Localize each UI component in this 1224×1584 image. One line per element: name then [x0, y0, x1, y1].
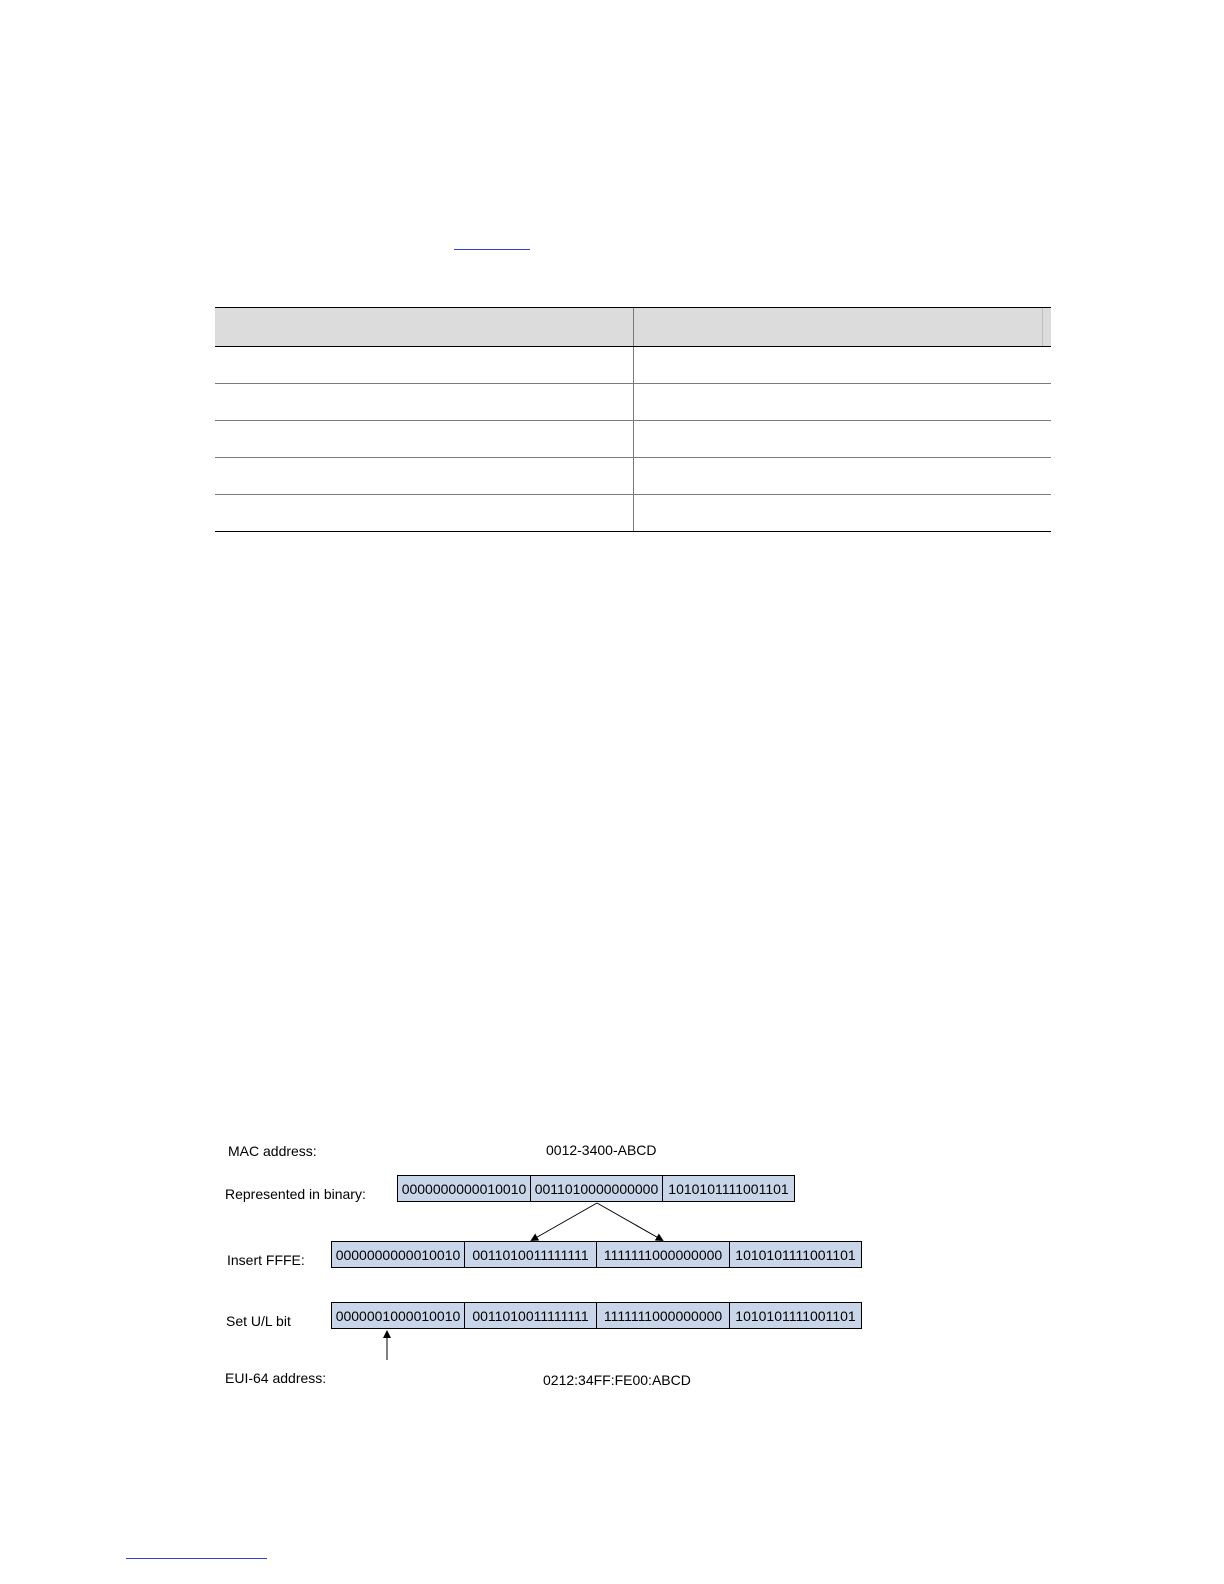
- eui64-value: 0212:34FF:FE00:ABCD: [543, 1372, 691, 1388]
- mac-address-value: 0012-3400-ABCD: [546, 1142, 657, 1158]
- eui64-label: EUI-64 address:: [225, 1370, 327, 1386]
- insert-arrow-left: [532, 1203, 597, 1240]
- binary-segment: 1010101111001101: [668, 1180, 789, 1197]
- mac-address-label: MAC address:: [228, 1143, 317, 1159]
- ul-segment: 1010101111001101: [735, 1307, 856, 1324]
- binary-segment: 0011010000000000: [531, 1176, 663, 1201]
- ul-segment: 0000001000010010: [332, 1303, 465, 1328]
- insert-segment: 1010101111001101: [735, 1246, 856, 1263]
- insert-segment: 0011010011111111: [465, 1242, 597, 1267]
- ul-segment: 0011010011111111: [465, 1303, 597, 1328]
- ul-bit-label: Set U/L bit: [226, 1313, 291, 1329]
- binary-label: Represented in binary:: [225, 1186, 366, 1202]
- insert-fffe-label: Insert FFFE:: [227, 1252, 305, 1268]
- insert-segment: 0000000000010010: [332, 1242, 465, 1267]
- insert-segment: 1111111000000000: [597, 1242, 730, 1267]
- insert-arrow-right: [597, 1203, 662, 1240]
- footer-link-underline[interactable]: [126, 1558, 267, 1559]
- ul-segment: 1111111000000000: [597, 1303, 730, 1328]
- binary-segment: 0000000000010010: [398, 1176, 531, 1201]
